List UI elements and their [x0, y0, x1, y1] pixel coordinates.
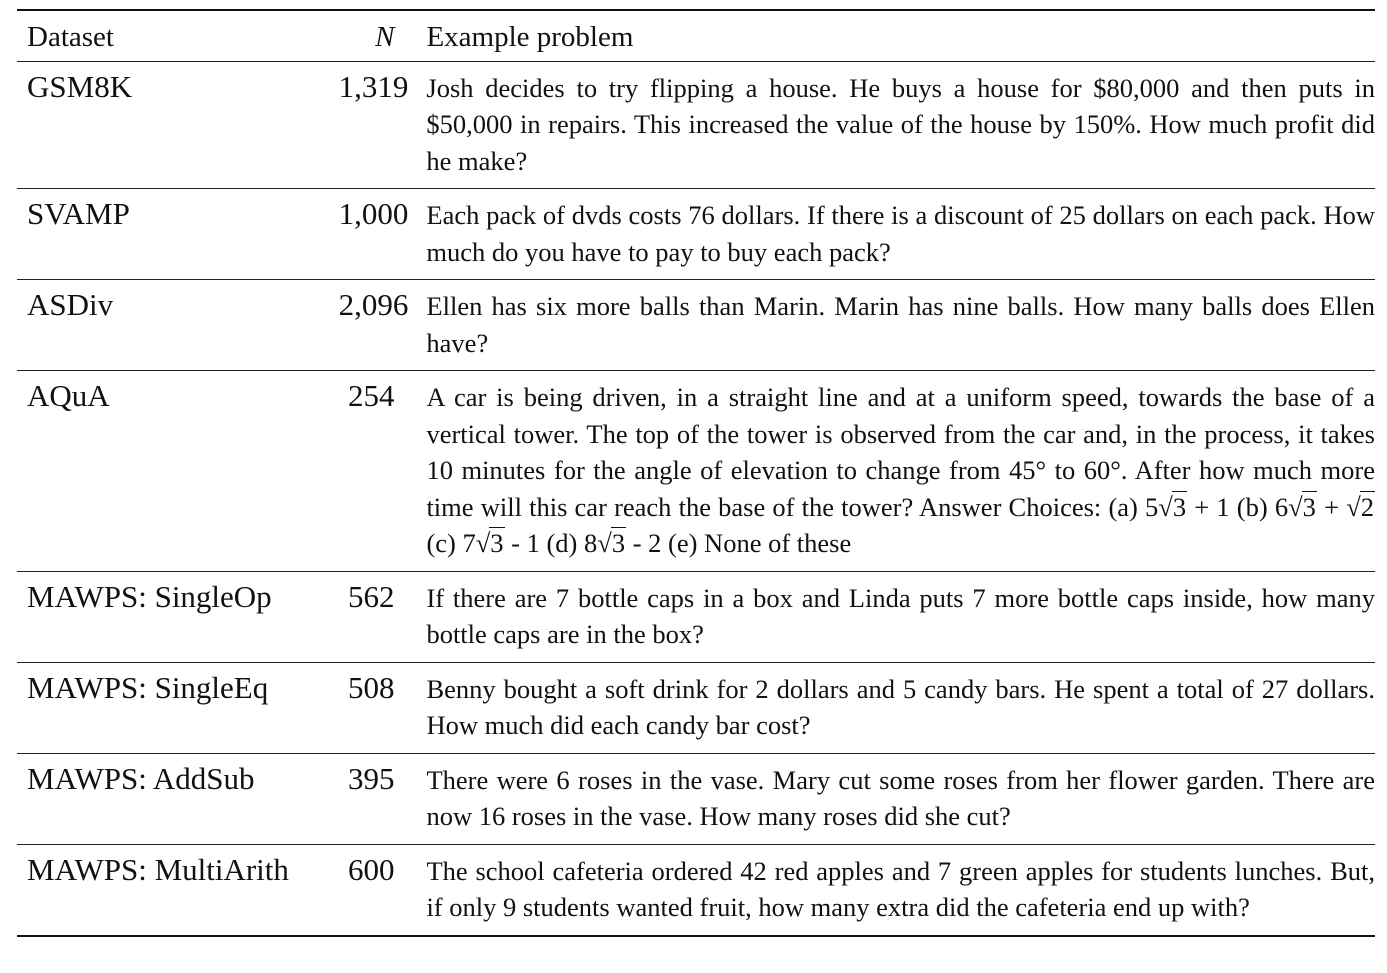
dataset-count: 508	[347, 669, 395, 705]
example-text: A car is being driven, in a straight line and at a uniform speed, towards the base of a vertical tower. The top of the tower is observed from the car and, in the process, it takes 10 minutes for the angle of elevation to change from 45° to 60°. After how much more time will this car reach the base of the tower? Answer Choices:	[426, 382, 1375, 522]
choice-b: (b) 6√3 + √2	[1236, 491, 1374, 522]
dataset-name: MAWPS: MultiArith	[27, 851, 289, 887]
dataset-count: 600	[347, 851, 395, 887]
radicand: 3	[1302, 491, 1316, 522]
example-problem: Each pack of dvds costs 76 dollars. If there is a discount of 25 dollars on each pack. How much do you have to pay to buy each pack?	[426, 200, 1375, 267]
radicand: 3	[611, 528, 626, 558]
table-row-mawps-multiarith	[17, 844, 1375, 935]
dataset-name: MAWPS: AddSub	[27, 760, 255, 796]
table-row-gsm8k	[17, 62, 1375, 189]
example-problem: If there are 7 bottle caps in a box and Linda puts 7 more bottle caps inside, how many bottle caps are in the box?	[426, 582, 1375, 649]
header-example-problem: Example problem	[426, 21, 634, 53]
dataset-name: ASDiv	[27, 287, 114, 322]
table-row-mawps-addsub	[17, 753, 1375, 844]
dataset-count: 254	[347, 378, 395, 413]
dataset-count: 1,000	[338, 196, 409, 231]
radicand: 3	[1172, 491, 1187, 522]
table-header-row	[17, 11, 1375, 62]
table-row-aqua	[17, 370, 1375, 571]
dataset-count: 2,096	[338, 287, 409, 322]
table-row-mawps-singleop	[17, 571, 1375, 662]
dataset-name: GSM8K	[27, 68, 133, 104]
choice-e: (e) None of these	[668, 528, 852, 558]
example-problem: Benny bought a soft drink for 2 dollars and 5 candy bars. He spent a total of 27 dollars. How much did each candy bar cost?	[426, 673, 1375, 740]
table-row-svamp	[17, 188, 1375, 279]
choice-c: (c) 7√3 - 1	[426, 528, 540, 558]
datasets-table	[17, 9, 1375, 937]
radicand: 3	[490, 528, 504, 558]
example-problem	[426, 371, 1375, 571]
dataset-name: SVAMP	[27, 196, 130, 231]
header-dataset: Dataset	[27, 21, 114, 53]
choice-d: (d) 8√3 - 2	[546, 528, 662, 558]
dataset-name: MAWPS: SingleOp	[27, 578, 272, 614]
radicand: 2	[1360, 491, 1374, 522]
example-problem: There were 6 roses in the vase. Mary cut some roses from her flower garden. There are now 16 roses in the vase. How many roses did she cut?	[426, 764, 1375, 831]
table-row-mawps-singleeq	[17, 662, 1375, 753]
header-n: N	[375, 21, 395, 53]
table-row-asdiv	[17, 279, 1375, 370]
dataset-name: AQuA	[27, 378, 110, 413]
example-problem: The school cafeteria ordered 42 red apples and 7 green apples for students lunches. But, if only 9 students wanted fruit, how many extra did the cafeteria end up with?	[426, 855, 1375, 922]
example-problem: Josh decides to try flipping a house. He buys a house for $80,000 and then puts in $50,000 in repairs. This increased the value of the house by 150%. How much profit did he make?	[426, 72, 1375, 176]
choice-a: (a) 5√3 + 1	[1108, 491, 1230, 522]
dataset-count: 1,319	[338, 68, 409, 104]
dataset-count: 562	[347, 578, 395, 614]
example-problem: Ellen has six more balls than Marin. Marin has nine balls. How many balls does Ellen have?	[426, 291, 1375, 358]
dataset-count: 395	[347, 760, 395, 796]
dataset-name: MAWPS: SingleEq	[27, 669, 269, 705]
